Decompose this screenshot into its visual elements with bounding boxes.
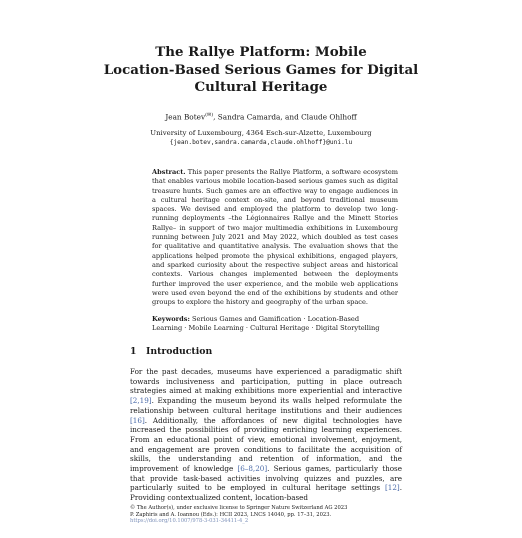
doi-link[interactable]: https://doi.org/10.1007/978-3-031-34411-4_2	[130, 518, 249, 525]
section-number: 1	[130, 346, 137, 357]
abstract-label: Abstract.	[152, 168, 186, 176]
body-text: . Expanding the museum beyond its walls helped reformulate the relationship between cultural heritage institutions and their audiences	[130, 396, 402, 415]
keywords-label: Keywords:	[152, 315, 190, 323]
affiliation-emails: {jean.botev,sandra.camarda,claude.ohlhoff}@uni.lu	[169, 139, 353, 146]
body-text: . Additionally, the affordances of new digital technologies have increased the possibilities of providing enriching learning experiences. From an educational point of view, emotional involvement, enjoyment, and engagement are proven conditions to facilitate the acquisition of skills, the understanding and retention of information, and the improvement of knowledge	[130, 415, 402, 474]
author-name: Jean Botev	[165, 112, 206, 122]
section-title: Introduction	[146, 346, 213, 357]
copyright-line: © The Author(s), under exclusive license to Springer Nature Switzerland AG 2023	[130, 505, 348, 511]
citation-link[interactable]: [12]	[384, 483, 400, 493]
citation-link[interactable]: [16]	[130, 415, 145, 425]
section-heading	[130, 346, 212, 358]
title-line: Cultural Heritage	[194, 79, 328, 95]
affiliation-institution: University of Luxembourg, 4364 Esch-sur-Alzette, Luxembourg	[150, 129, 372, 137]
keywords-line: Learning · Mobile Learning · Cultural Heritage · Digital Storytelling	[152, 324, 380, 333]
page-footer	[130, 505, 420, 525]
citation-link[interactable]: [2,19]	[130, 396, 152, 406]
body-text: . Serious games, particularly those that provide task-based activities involving quizzes and puzzles, are particularly suited to be employed in cultural heritage settings	[130, 464, 402, 493]
affiliation	[60, 128, 462, 148]
author-names-rest: , Sandra Camarda, and Claude Ohlhoff	[213, 112, 357, 122]
proceedings-line: P. Zaphiris and A. Ioannou (Eds.): HCII 2023, LNCS 14040, pp. 17–31, 2023.	[130, 511, 332, 518]
introduction-paragraph	[130, 367, 402, 503]
corresponding-author-marker: (✉)	[205, 112, 214, 118]
body-text: For the past decades, museums have experienced a paradigmatic shift towards inclusiveness and participation, putting in place outreach strategies aimed at making exhibitions more experiential and interactive	[130, 367, 402, 396]
paper-title	[80, 44, 442, 97]
title-line: The Rallye Platform: Mobile	[155, 44, 367, 60]
abstract-text: This paper presents the Rallye Platform, a software ecosystem that enables various mobile location-based serious games such as digital treasure hunts. Such games are an effective way to engage audiences in a cultural heritage context on-site, and beyond traditional museum spaces. We devised and employed the platform to develop two long-running deployments –the Légionnaires Rallye and the Minett Stories Rallye– in support of two major multimedia exhibitions in Luxembourg running between July 2021 and May 2022, which doubled as test cases for qualitative and quantitative analysis. The evaluation shows that the applications helped promote the physical exhibitions, engaged players, and sparked curiosity about the respective subject areas and historical contexts. Various changes implemented between the deployments further improved the user experience, and the mobile web applications were used even beyond the end of the exhibitions by students and other groups to explore the history and geography of the urban space.	[152, 168, 398, 307]
keywords-line: Serious Games and Gamification · Location-Based	[192, 315, 360, 323]
keywords	[152, 315, 398, 334]
author-list	[60, 110, 462, 122]
citation-link[interactable]: [6–8,20]	[237, 464, 268, 474]
body-text: . Providing contextualized content, location-based	[130, 483, 402, 503]
title-line: Location-Based Serious Games for Digital	[103, 61, 419, 78]
abstract	[152, 168, 398, 307]
